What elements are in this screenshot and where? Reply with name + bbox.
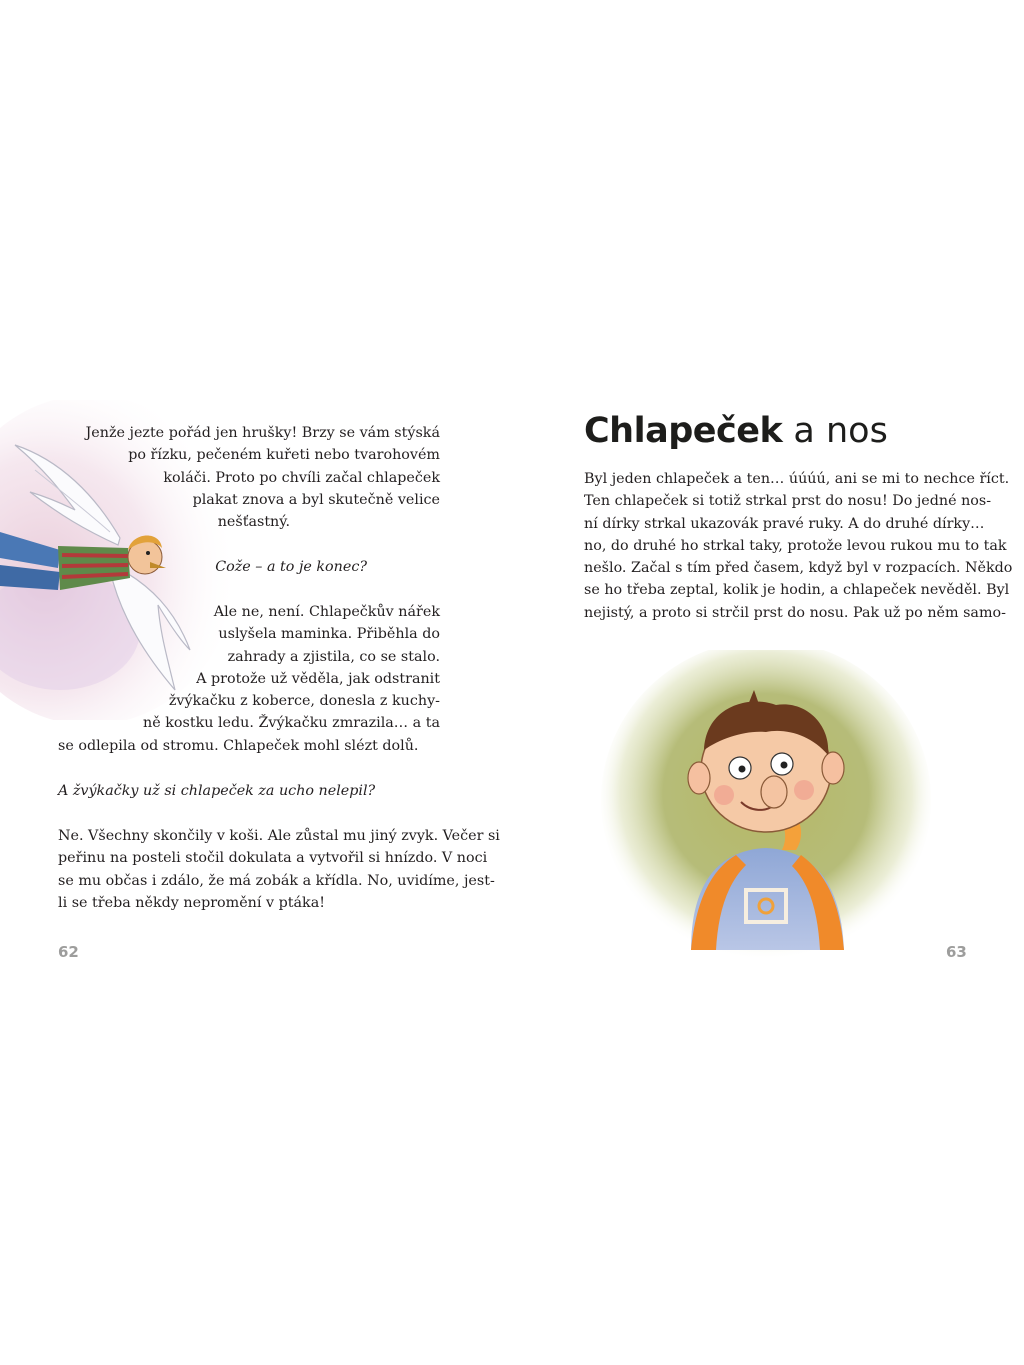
chapter-title-light: a nos xyxy=(782,411,888,451)
paragraph-3 xyxy=(58,825,500,914)
text-line: peřinu na posteli stočil dokulata a vytvořil si hnízdo. V noci xyxy=(58,850,488,867)
paragraph-2 xyxy=(143,601,440,735)
text-line: se ho třeba zeptal, kolik je hodin, a chlapeček nevěděl. Byl xyxy=(584,582,1010,599)
chapter-title-bold: Chlapeček xyxy=(584,411,783,451)
text-line: A protože už věděla, jak odstranit xyxy=(196,670,440,687)
text-line: Jenže jezte pořád jen hrušky! Brzy se vám stýská xyxy=(85,425,440,441)
text-line: nešťastný. xyxy=(217,514,290,531)
text-line: no, do druhé ho strkal taky, protože levou rukou mu to tak xyxy=(584,537,1007,554)
text-line: Ne. Všechny skončily v koši. Ale zůstal mu jiný zvyk. Večer si xyxy=(58,828,500,844)
text-line: Ale ne, není. Chlapečkův nářek xyxy=(213,604,440,620)
text-line: uslyšela maminka. Přiběhla do xyxy=(218,626,440,643)
text-line: nešlo. Začal s tím před časem, když byl v rozpacích. Někdo xyxy=(584,560,1013,577)
text-line: nejistý, a proto si strčil prst do nosu. Pak už po něm samo- xyxy=(584,604,1006,621)
text-line: ní dírky strkal ukazovák pravé ruky. A do druhé dírky… xyxy=(584,515,985,532)
boy-picking-nose-illustration xyxy=(596,650,936,960)
question-1: Cože – a to je konec? xyxy=(215,559,367,575)
page-number-right: 63 xyxy=(946,943,967,961)
question-2: A žvýkačky už si chlapeček za ucho nelepil? xyxy=(58,783,376,799)
text-line: Byl jeden chlapeček a ten… úúúú, ani se mi to nechce říct. xyxy=(584,471,1010,487)
text-line: žvýkačku z koberce, donesla z kuchy- xyxy=(168,693,440,710)
paragraph-2-last-line: se odlepila od stromu. Chlapeček mohl slézt dolů. xyxy=(58,738,419,754)
text-line: li se třeba někdy nepromění v ptáka! xyxy=(58,894,325,911)
text-line: plakat znova a byl skutečně velice xyxy=(192,491,440,508)
paragraph-1 xyxy=(86,422,440,533)
chapter-body xyxy=(584,468,1013,624)
chapter-title xyxy=(584,408,888,454)
text-line: po řízku, pečeném kuřeti nebo tvarohovém xyxy=(128,447,440,464)
page-number-left: 62 xyxy=(58,943,79,961)
text-line: se mu občas i zdálo, že má zobák a křídla. No, uvidíme, jest- xyxy=(58,872,495,889)
text-line: Ten chlapeček si totiž strkal prst do nosu! Do jedné nos- xyxy=(584,493,992,510)
text-line: zahrady a zjistila, co se stalo. xyxy=(227,648,440,665)
text-line: ně kostku ledu. Žvýkačku zmrazila… a ta xyxy=(143,715,440,732)
text-line: koláči. Proto po chvíli začal chlapeček xyxy=(163,469,440,486)
